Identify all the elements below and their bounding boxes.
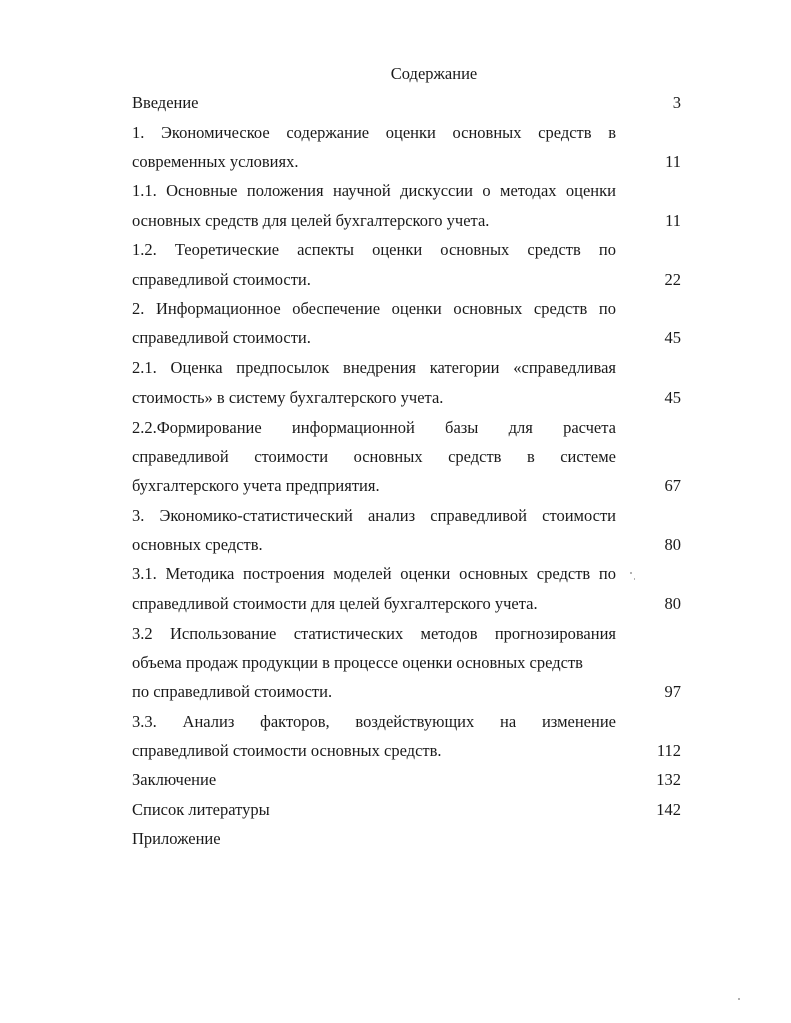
toc-entry-3-1-line-1: 3.1. Методика построения моделей оценки основных средств по: [132, 564, 616, 583]
toc-entry-1-1-line-2: основных средств для целей бухгалтерского учета.: [132, 211, 490, 230]
toc-entry-2-2-line-1: 2.2.Формирование информационной базы для расчета: [132, 418, 616, 437]
toc-entry-1-2-line-1: 1.2. Теоретические аспекты оценки основных средств по: [132, 240, 616, 259]
toc-entry-3-line-1: 3. Экономико-статистический анализ справедливой стоимости: [132, 506, 616, 525]
toc-entry-3-line-2: основных средств.: [132, 535, 263, 554]
toc-entry-3-2-line-2: объема продаж продукции в процессе оценки основных средств: [132, 653, 583, 672]
toc-entry-appendix: Приложение: [132, 829, 221, 848]
toc-entry-2-line-2: справедливой стоимости.: [132, 328, 311, 347]
toc-page-1-2: 22: [664, 270, 681, 289]
toc-entry-2-2-line-2: справедливой стоимости основных средств в системе: [132, 447, 616, 466]
toc-entry-2-line-1: 2. Информационное обеспечение оценки основных средств по: [132, 299, 616, 318]
toc-page-conclusion: 132: [656, 770, 681, 789]
toc-page-3: 80: [664, 535, 681, 554]
scan-speck: [634, 578, 635, 580]
toc-entry-conclusion: Заключение: [132, 770, 217, 789]
toc-entry-3-2-line-1: 3.2 Использование статистических методов прогнозирования: [132, 624, 616, 643]
toc-page-intro: 3: [672, 93, 681, 112]
toc-page-2-1: 45: [664, 388, 681, 407]
toc-page-1-1: 11: [665, 211, 681, 230]
toc-page-3-1: 80: [664, 594, 681, 613]
toc-entry-2-2-line-3: бухгалтерского учета предприятия.: [132, 476, 380, 495]
toc-entry-references: Список литературы: [132, 800, 270, 819]
toc-page-2-2: 67: [664, 476, 681, 495]
toc-entry-1-1-line-1: 1.1. Основные положения научной дискуссии о методах оценки: [132, 181, 616, 200]
toc-page-3-3: 112: [656, 741, 681, 760]
toc-entry-3-3-line-1: 3.3. Анализ факторов, воздействующих на изменение: [132, 712, 616, 731]
toc-entry-3-3-line-2: справедливой стоимости основных средств.: [132, 741, 442, 760]
toc-page-1: 11: [665, 152, 681, 171]
scan-speck: [630, 572, 632, 574]
toc-entry-2-1-line-2: стоимость» в систему бухгалтерского учета.: [132, 388, 444, 407]
scan-speck: [738, 998, 740, 1000]
toc-page-references: 142: [656, 800, 681, 819]
page-title: Содержание: [390, 64, 478, 83]
toc-entry-2-1-line-1: 2.1. Оценка предпосылок внедрения категории «справедливая: [132, 358, 616, 377]
toc-entry-3-1-line-2: справедливой стоимости для целей бухгалтерского учета.: [132, 594, 538, 613]
toc-entry-1-line-1: 1. Экономическое содержание оценки основных средств в: [132, 123, 616, 142]
toc-entry-3-2-line-3: по справедливой стоимости.: [132, 682, 333, 701]
toc-page-2: 45: [664, 328, 681, 347]
toc-page-3-2: 97: [664, 682, 681, 701]
toc-entry-1-2-line-2: справедливой стоимости.: [132, 270, 311, 289]
toc-entry-intro: Введение: [132, 93, 199, 112]
toc-entry-1-line-2: современных условиях.: [132, 152, 299, 171]
